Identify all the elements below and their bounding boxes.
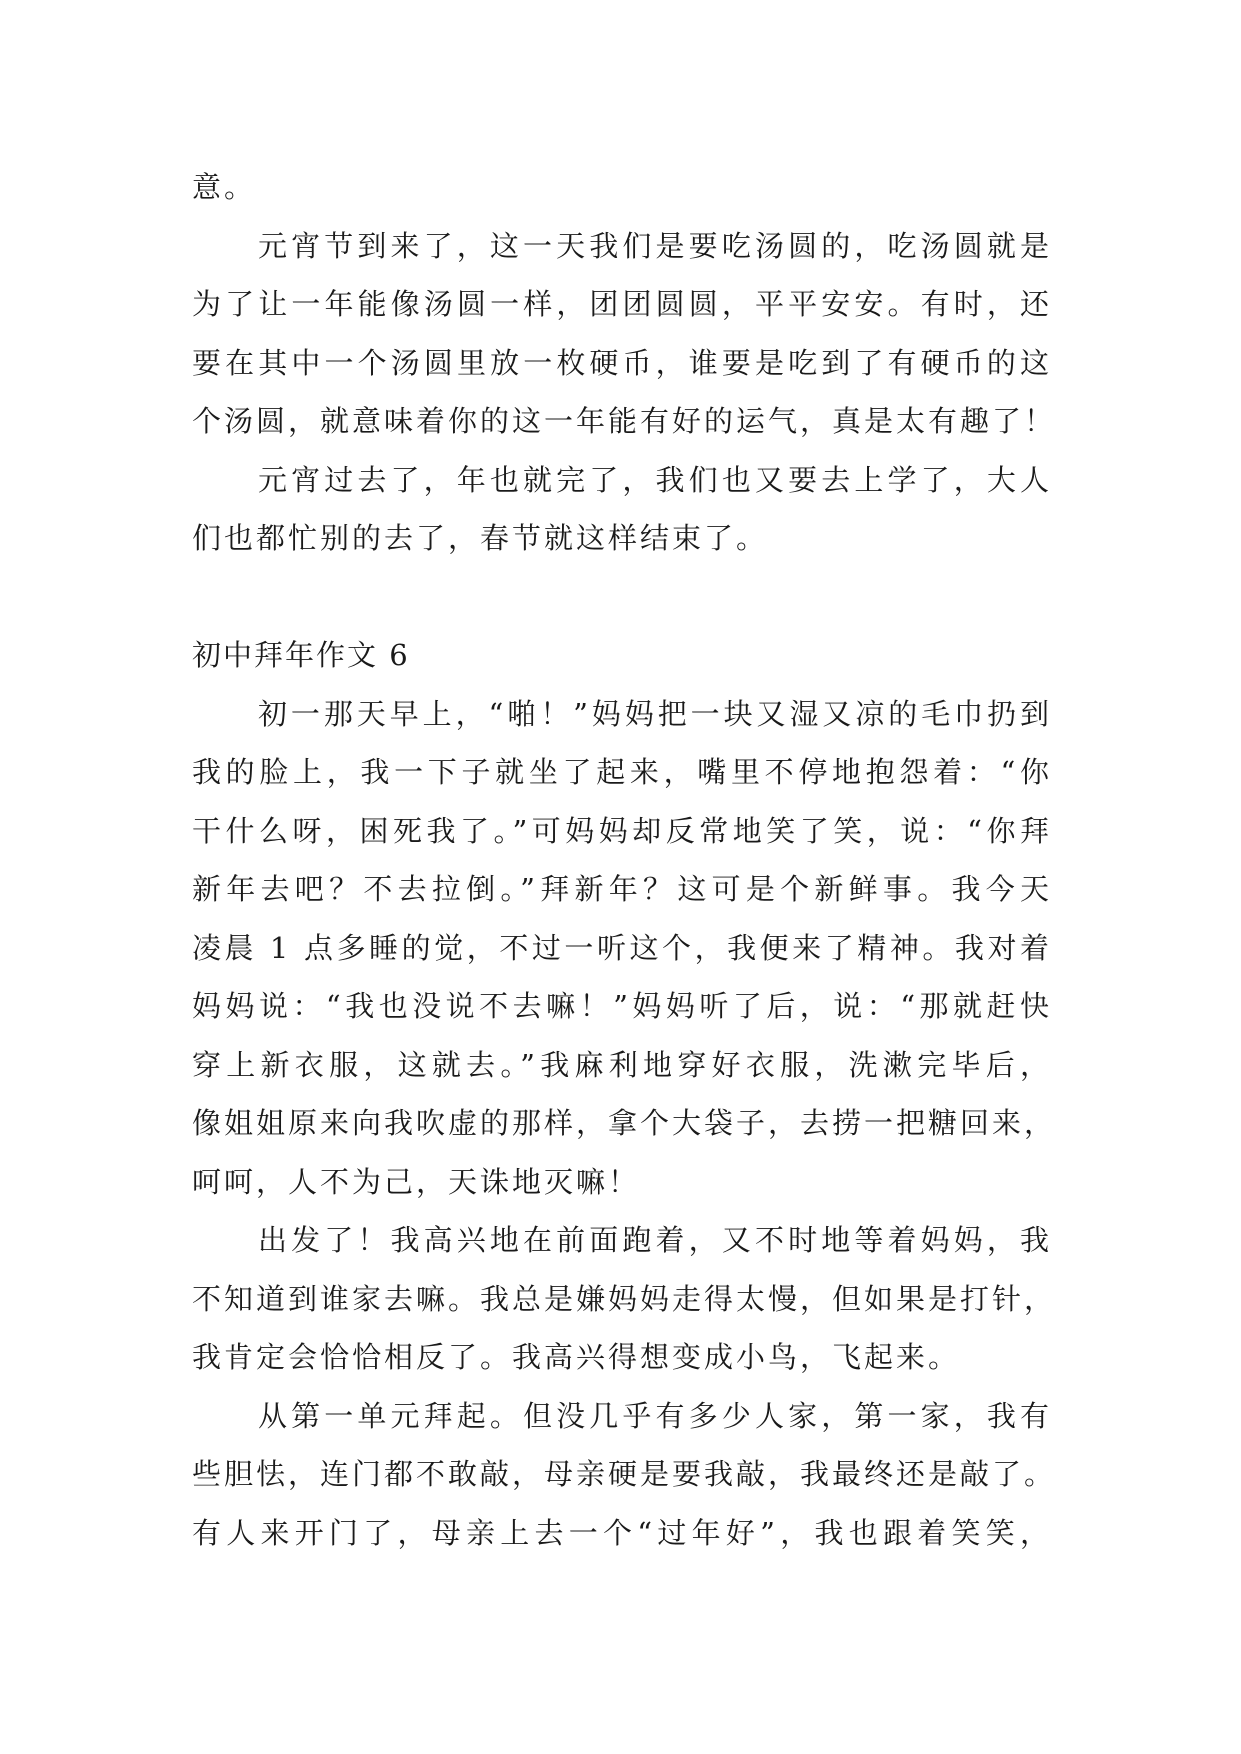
text-line: 妈妈说：“我也没说不去嘛！”妈妈听了后，说：“那就赶快 — [192, 989, 1052, 1023]
text-line: 们也都忙别的去了，春节就这样结束了。 — [192, 521, 769, 555]
text-line: 元宵节到来了，这一天我们是要吃汤圆的，吃汤圆就是 — [258, 228, 1052, 263]
text-line: 呵呵，人不为己，天诛地灭嘛！ — [192, 1164, 641, 1199]
paragraph — [192, 1387, 1057, 1563]
paragraph — [192, 1211, 1057, 1387]
document-page — [192, 158, 1057, 1562]
text-line: 初一那天早上，“啪！”妈妈把一块又湿又凉的毛巾扔到 — [258, 696, 1052, 731]
text-line: 个汤圆，就意味着你的这一年能有好的运气，真是太有趣了！ — [192, 404, 1057, 438]
paragraph — [192, 217, 1057, 451]
section-heading: 初中拜年作文 6 — [192, 638, 410, 672]
section-gap — [192, 568, 1052, 627]
text-line: 穿上新衣服，这就去。”我麻利地穿好衣服，洗漱完毕后， — [192, 1047, 1052, 1082]
paragraph — [192, 158, 1052, 217]
text-line: 从第一单元拜起。但没几乎有多少人家，第一家，我有 — [258, 1398, 1052, 1433]
text-line: 出发了！我高兴地在前面跑着，又不时地等着妈妈，我 — [258, 1223, 1052, 1257]
text-line: 意。 — [192, 170, 257, 204]
text-line: 有人来开门了，母亲上去一个“过年好”，我也跟着笑笑， — [192, 1515, 1052, 1550]
text-line: 干什么呀，困死我了。”可妈妈却反常地笑了笑，说：“你拜 — [192, 813, 1052, 848]
paragraph — [192, 685, 1057, 1212]
text-line: 元宵过去了，年也就完了，我们也又要去上学了，大人 — [258, 462, 1052, 497]
text-line: 不知道到谁家去嘛。我总是嫌妈妈走得太慢，但如果是打针， — [192, 1281, 1057, 1316]
text-line: 像姐姐原来向我吹虚的那样，拿个大袋子，去捞一把糖回来， — [192, 1106, 1057, 1140]
text-line: 些胆怯，连门都不敢敲，母亲硬是要我敲，我最终还是敲了。 — [192, 1457, 1057, 1491]
text-line: 要在其中一个汤圆里放一枚硬币，谁要是吃到了有硬币的这 — [192, 345, 1052, 380]
text-line: 凌晨 1 点多睡的觉，不过一听这个，我便来了精神。我对着 — [192, 930, 1052, 965]
text-line: 新年去吧？不去拉倒。”拜新年？这可是个新鲜事。我今天 — [192, 872, 1052, 906]
paragraph — [192, 451, 1052, 568]
text-line: 我的脸上，我一下子就坐了起来，嘴里不停地抱怨着：“你 — [192, 755, 1052, 789]
text-line: 为了让一年能像汤圆一样，团团圆圆，平平安安。有时，还 — [192, 287, 1052, 321]
text-line: 我肯定会恰恰相反了。我高兴得想变成小鸟，飞起来。 — [192, 1340, 961, 1374]
